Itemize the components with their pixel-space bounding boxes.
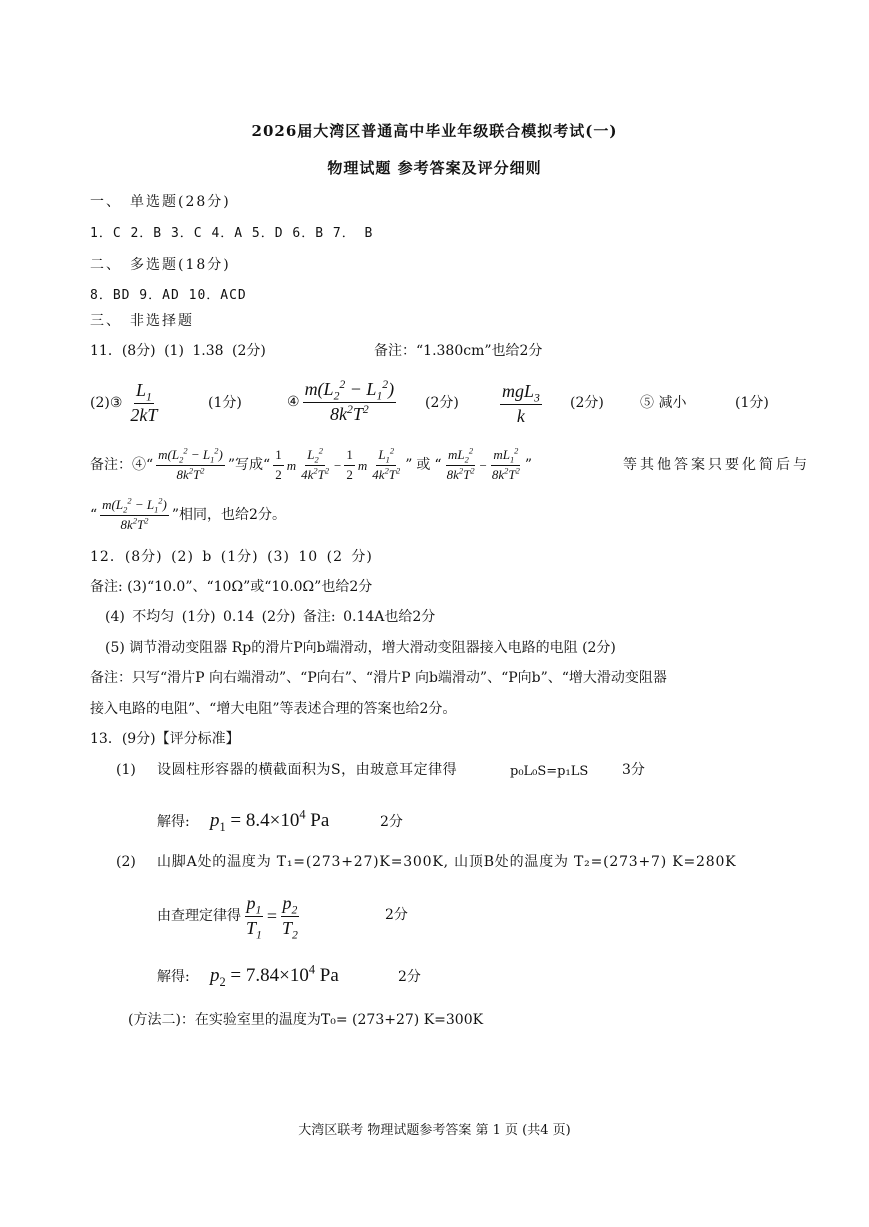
section-single-choice-label: 一、 [90,194,122,210]
q11-remark-end: 相同，也给2分。 [179,507,286,523]
q13-part1-formula: p₀L₀S=p₁LS [510,764,589,779]
q12-line1: 12．(8分) (2) b (1分) (3) 10 (2 分) [90,549,373,565]
remark-half-a: $\frac{1}{2}$ [275,447,282,482]
q13-method2: (方法二)：在实验室里的温度为T₀= (273+27) K=300K [128,1012,484,1028]
q13-charles-row: 由查理定律得 $\frac{p_1}{T_1}$ = $\frac{p_2}{T_2}$ [157,892,298,942]
q11-remark-row: 备注：④ “ $\frac{m(L_2^2 - L_1^2)}{8k^2T^2}$ ” 写成 “ $\frac{1}{2}$ m $\frac{L_2^2}{4k^2T^2}$ − $\frac{1}{2}$ m $\frac{L_1^2}{4k^2T^2}$ ” 或 “ $\frac{mL_2^2}{8k^2T^2}$ − $\frac{mL_1^2}{8k^2T^2}$ ” 等其他答案只要化简后与 [90,445,810,482]
section-single-choice-title: 单选题(28分) [130,194,231,210]
q13-result-p1-score: 2分 [380,814,403,830]
q13-result-p2: $p_2 = 7.84\times 10^4$ Pa [210,962,339,989]
formula-l1-over-2kt: $\frac{L_1}{2kT}$ [130,379,158,425]
q11-note1: 备注：“1.380cm”也给2分 [374,343,543,359]
page-subtitle: 物理试题 参考答案及评分细则 [327,159,542,177]
q11-part4-mark: ④ [287,394,300,410]
quote-open: “ [434,457,442,473]
q11-line1: 11．(8分) (1) 1.38 (2分) [90,343,266,359]
page-title: 2026届大湾区普通高中毕业年级联合模拟考试(一) [251,122,618,140]
q12-note1: 备注: (3)“10.0”、“10Ω”或“10.0Ω”也给2分 [90,579,373,595]
section-non-choice-label: 三、 [90,313,122,329]
q11-part2-score: (1分) [208,395,242,411]
formula-p2-over-t2: $\frac{p_2}{T_2}$ [282,892,298,942]
q13-solve-label-2: 解得: [157,969,190,985]
quote-close: ” [524,457,532,473]
q11-part2-row [90,377,162,429]
quote-open: “ [146,457,154,473]
single-choice-answers: 1．C 2．B 3．C 4．A 5．D 6．B 7． B [90,226,374,241]
quote-open: “ [263,457,271,473]
q13-part2-label: (2) [116,854,136,870]
q11-part2-prefix: (2)③ [90,395,123,411]
section-non-choice-title: 非选择题 [130,313,194,329]
formula-mgl3-over-k: $\frac{mgL_3}{k}$ [502,380,540,426]
q11-part3-score: (2分) [570,395,604,411]
q11-part5-score: (1分) [735,395,769,411]
remark-formula-d: $\frac{mL_2^2}{8k^2T^2}$ [446,445,475,482]
multi-choice-answers: 8．BD 9．AD 10．ACD [90,288,247,303]
q13-part1-text: 设圆柱形容器的横截面积为S，由玻意耳定律得 [157,762,458,778]
q11-part4-score: (2分) [425,395,459,411]
remark-formula-e: $\frac{mL_1^2}{8k^2T^2}$ [491,445,520,482]
formula-p1-over-t1: $\frac{p_1}{T_1}$ [246,892,262,942]
quote-close: ” [171,507,180,523]
q12-part4: (4) 不均匀 (1分) 0.14 (2分) 备注: 0.14A也给2分 [105,609,436,625]
q13-part1-label: (1) [116,762,136,778]
q11-remark-prefix: 备注：④ [90,457,146,473]
q13-result-p2-score: 2分 [398,969,421,985]
q13-solve-label-1: 解得: [157,814,190,830]
q11-remark-or: 或 [416,457,431,473]
q11-part3-row [497,378,545,430]
section-multi-choice-label: 二、 [90,257,122,273]
q13-part1-score: 3分 [622,762,645,778]
remark-formula-f: $\frac{m(L_2^2 - L_1^2)}{8k^2T^2}$ [102,495,167,532]
q13-part2-text: 山脚A处的温度为 T₁=(273+27)K=300K, 山顶B处的温度为 T₂=(273+7) K=280K [157,854,737,870]
q11-part5-text: ⑤ 减小 [640,395,687,411]
quote-close: ” [405,457,413,473]
quote-close: ” [227,457,236,473]
remark-formula-c: $\frac{L_1^2}{4k^2T^2}$ [372,445,401,482]
q13-charles-score: 2分 [385,907,408,923]
remark-formula-b: $\frac{L_2^2}{4k^2T^2}$ [301,445,330,482]
q13-charles-label: 由查理定律得 [157,908,241,924]
quote-open: “ [90,507,98,523]
q11-remark-row2 [90,492,286,538]
section-multi-choice-title: 多选题(18分) [130,257,231,273]
q12-part5: (5) 调节滑动变阻器 Rp的滑片P向b端滑动，增大滑动变阻器接入电路的电阻 (2分) [105,640,616,656]
q12-note2a: 备注：只写“滑片P 向右端滑动”、“P向右”、“滑片P 向b端滑动”、“P向b”、“增大滑动变阻器 [90,670,667,686]
remark-formula-a: $\frac{m(L_2^2 - L_1^2)}{8k^2T^2}$ [158,445,223,482]
remark-half-b: $\frac{1}{2}$ [346,447,353,482]
q13-title: 13．(9分)【评分标准】 [90,731,240,747]
page-footer: 大湾区联考 物理试题参考答案 第 1 页 (共4 页) [298,1123,571,1138]
q11-remark-written: 写成 [235,457,264,473]
q11-part4-row [287,374,399,430]
q12-note2b: 接入电路的电阻”、“增大电阻”等表述合理的答案也给2分。 [90,701,457,717]
q13-result-p1: $p_1 = 8.4\times 10^4$ Pa [210,807,330,834]
formula-l2-l1-over-8k2t2: $\frac{m(L_2^2 - L_1^2)}{8k^2T^2}$ [304,377,395,424]
q11-remark-tail: 等其他答案只要化简后与 [623,457,810,473]
